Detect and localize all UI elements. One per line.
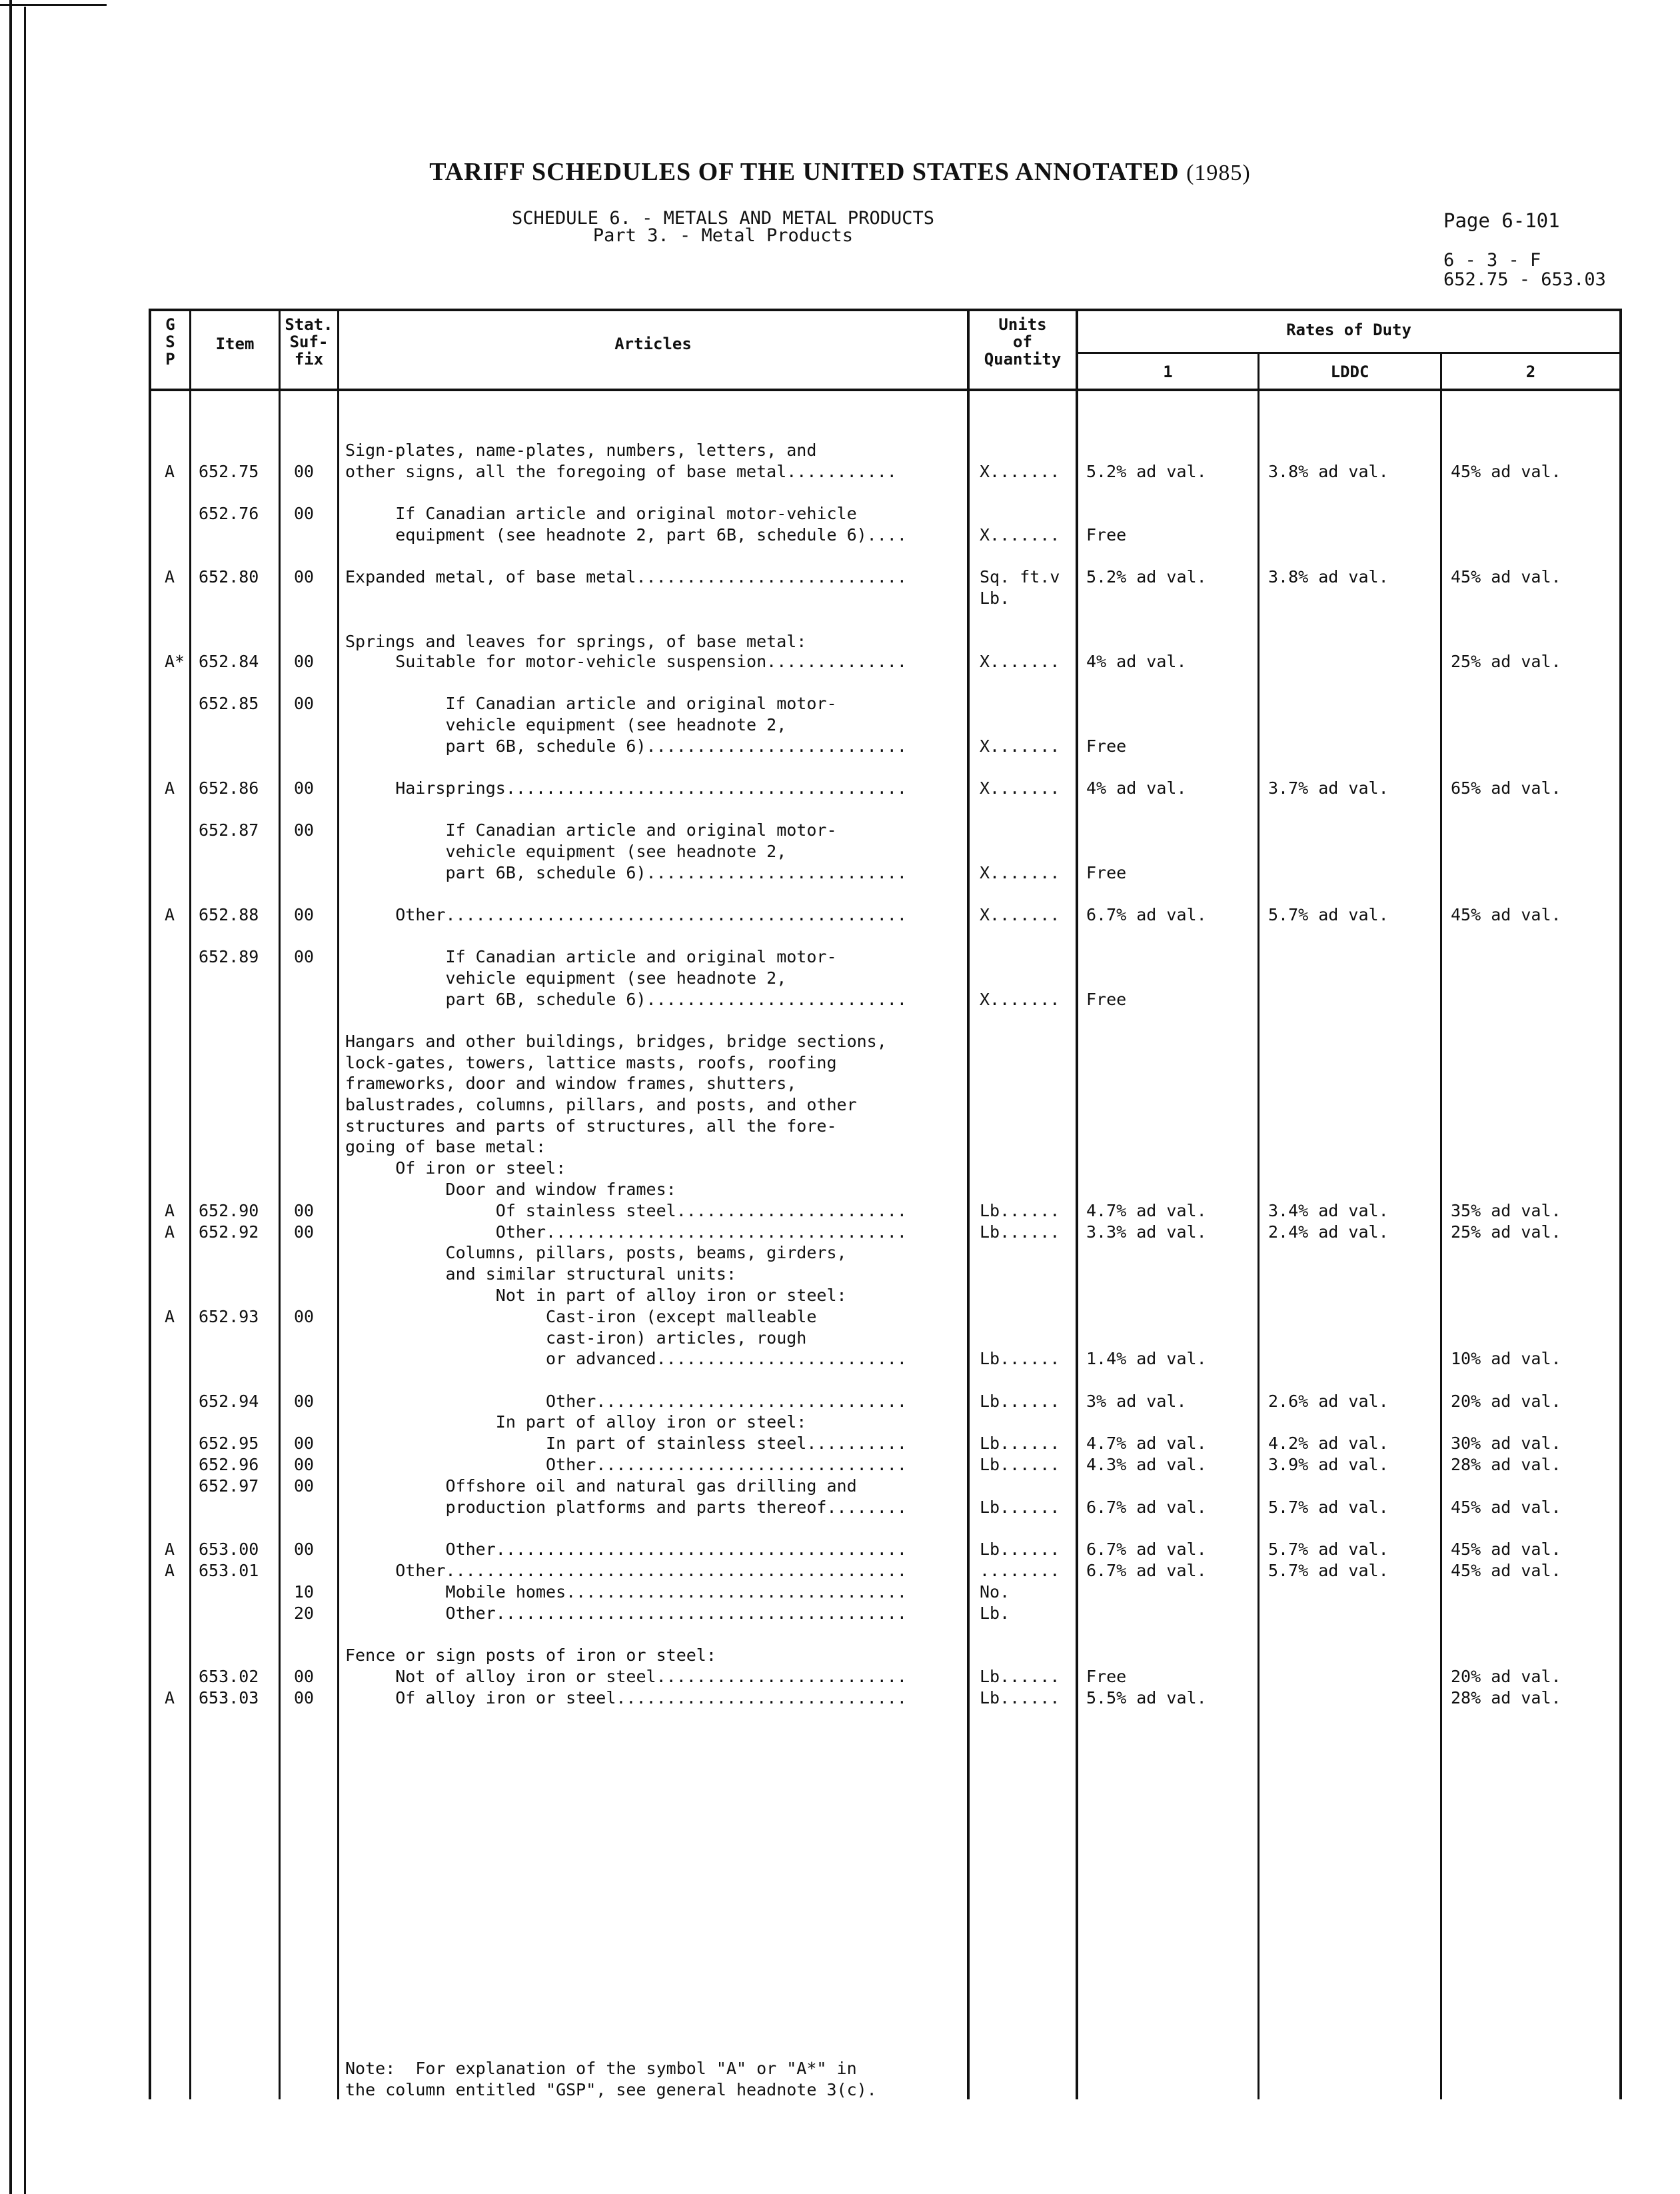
table-row	[0, 440, 1680, 463]
article-cell: Columns, pillars, posts, beams, girders,	[345, 1243, 847, 1262]
item-cell: 653.03	[199, 1688, 259, 1707]
article-cell: Other.........................................	[345, 1604, 907, 1623]
stat-suffix-cell: 00	[294, 1222, 315, 1242]
article-cell: Other.........................................	[345, 1540, 907, 1559]
unit-cell: Lb......	[980, 1688, 1060, 1707]
unit-cell: ........	[980, 1561, 1060, 1580]
article-cell: part 6B, schedule 6)..........................	[345, 863, 907, 882]
table-top-border	[149, 309, 1622, 311]
item-cell: 653.02	[199, 1667, 259, 1686]
table-row	[0, 1348, 1680, 1371]
table-row	[0, 1052, 1680, 1075]
unit-cell: X.......	[980, 990, 1060, 1009]
table-row	[0, 1666, 1680, 1689]
rate-1-cell: 5.2% ad val.	[1086, 567, 1207, 586]
stat-suffix-cell: 00	[294, 1667, 315, 1686]
rate-1-cell: Free	[1086, 990, 1127, 1009]
gsp-cell: A	[165, 1561, 175, 1580]
rate-1-cell: Free	[1086, 1667, 1127, 1686]
article-cell: or advanced.........................	[345, 1349, 907, 1368]
article-cell: Not of alloy iron or steel.........................	[345, 1667, 907, 1686]
stat-suffix-cell: 00	[294, 1201, 315, 1220]
article-cell: Expanded metal, of base metal...........................	[345, 567, 907, 586]
gsp-footnote: Note: For explanation of the symbol "A" or "A*" in the column entitled "GSP", see general headnote 3(c).	[345, 2059, 877, 2099]
table-row	[0, 651, 1680, 674]
rate-1-cell: 1.4% ad val.	[1086, 1349, 1207, 1368]
unit-cell: X.......	[980, 525, 1060, 545]
rate-lddc-cell: 5.7% ad val.	[1268, 1561, 1389, 1580]
rate-1-cell: 4% ad val.	[1086, 778, 1187, 798]
table-row	[0, 1560, 1680, 1583]
table-row	[0, 1433, 1680, 1456]
rate-1-cell: 3.3% ad val.	[1086, 1222, 1207, 1242]
rate-2-cell: 20% ad val.	[1451, 1667, 1561, 1686]
table-row	[0, 1391, 1680, 1414]
article-cell: In part of stainless steel..........	[345, 1434, 907, 1453]
unit-cell: Sq. ft.v	[980, 567, 1060, 586]
article-cell: Hangars and other buildings, bridges, bridge sections,	[345, 1032, 887, 1051]
header-rate-1: 1	[1163, 363, 1173, 381]
stat-suffix-cell: 10	[294, 1582, 315, 1602]
article-cell: If Canadian article and original motor-vehicle	[345, 504, 857, 523]
stat-suffix-cell: 00	[294, 1434, 315, 1453]
table-row	[0, 946, 1680, 969]
rate-1-cell: 4.7% ad val.	[1086, 1434, 1207, 1453]
article-cell: part 6B, schedule 6)..........................	[345, 736, 907, 756]
article-cell: lock-gates, towers, lattice masts, roofs, roofing	[345, 1053, 837, 1072]
rate-1-cell: 4% ad val.	[1086, 652, 1187, 671]
item-cell: 652.80	[199, 567, 259, 586]
item-cell: 653.01	[199, 1561, 259, 1580]
rate-lddc-cell: 3.9% ad val.	[1268, 1455, 1389, 1474]
stat-suffix-cell: 00	[294, 778, 315, 798]
stat-suffix-cell: 00	[294, 504, 315, 523]
table-row	[0, 1497, 1680, 1520]
unit-cell: Lb......	[980, 1667, 1060, 1686]
item-cell: 652.97	[199, 1476, 259, 1496]
header-rate-lddc: LDDC	[1330, 363, 1369, 381]
table-row	[0, 1116, 1680, 1138]
table-row	[0, 862, 1680, 885]
gsp-cell: A	[165, 1222, 175, 1242]
rate-2-cell: 45% ad val.	[1451, 462, 1561, 481]
rate-1-cell: 6.7% ad val.	[1086, 1498, 1207, 1517]
rate-1-cell: 3% ad val.	[1086, 1392, 1187, 1411]
stat-suffix-cell: 00	[294, 820, 315, 840]
stat-suffix-cell: 00	[294, 1307, 315, 1326]
table-row	[0, 1073, 1680, 1096]
stat-suffix-cell: 00	[294, 1688, 315, 1707]
unit-cell: X.......	[980, 905, 1060, 924]
article-cell: vehicle equipment (see headnote 2,	[345, 968, 787, 988]
item-cell: 652.76	[199, 504, 259, 523]
unit-cell: X.......	[980, 652, 1060, 671]
rate-lddc-cell: 5.7% ad val.	[1268, 1498, 1389, 1517]
stat-suffix-cell: 00	[294, 567, 315, 586]
gsp-cell: A	[165, 778, 175, 798]
gsp-cell: A*	[165, 652, 185, 671]
table-row	[0, 778, 1680, 800]
table-row	[0, 1582, 1680, 1604]
rate-1-cell: 6.7% ad val.	[1086, 905, 1207, 924]
rate-2-cell: 45% ad val.	[1451, 1561, 1561, 1580]
article-cell: Of stainless steel.......................	[345, 1201, 907, 1220]
unit-cell: Lb......	[980, 1455, 1060, 1474]
item-cell: 652.90	[199, 1201, 259, 1220]
article-cell: balustrades, columns, pillars, and posts, and other	[345, 1095, 857, 1114]
rate-2-cell: 28% ad val.	[1451, 1688, 1561, 1707]
article-cell: production platforms and parts thereof........	[345, 1498, 907, 1517]
table-row	[0, 1476, 1680, 1498]
gsp-cell: A	[165, 1688, 175, 1707]
item-cell: 652.89	[199, 947, 259, 966]
table-row	[0, 1285, 1680, 1308]
rate-lddc-cell: 2.6% ad val.	[1268, 1392, 1389, 1411]
article-cell: If Canadian article and original motor-	[345, 947, 837, 966]
table-row	[0, 566, 1680, 589]
article-cell: Other..............................................	[345, 1561, 907, 1580]
unit-cell: X.......	[980, 462, 1060, 481]
gsp-cell: A	[165, 1540, 175, 1559]
rate-lddc-cell: 5.7% ad val.	[1268, 905, 1389, 924]
unit-cell: X.......	[980, 778, 1060, 798]
table-row	[0, 1031, 1680, 1054]
item-cell: 652.75	[199, 462, 259, 481]
stat-suffix-cell: 00	[294, 694, 315, 713]
article-cell: In part of alloy iron or steel:	[345, 1412, 807, 1432]
article-cell: Other..............................................	[345, 905, 907, 924]
rate-lddc-cell: 3.4% ad val.	[1268, 1201, 1389, 1220]
rate-lddc-cell: 3.7% ad val.	[1268, 778, 1389, 798]
article-cell: Other....................................	[345, 1222, 907, 1242]
header-rate-2: 2	[1525, 363, 1536, 381]
article-cell: If Canadian article and original motor-	[345, 820, 837, 840]
stat-suffix-cell: 20	[294, 1604, 315, 1623]
article-cell: Springs and leaves for springs, of base metal:	[345, 632, 807, 651]
section-code: 6 - 3 - F	[1443, 250, 1541, 271]
table-row	[0, 1222, 1680, 1244]
rate-2-cell: 30% ad val.	[1451, 1434, 1561, 1453]
table-row	[0, 525, 1680, 547]
unit-cell: Lb......	[980, 1434, 1060, 1453]
table-row	[0, 989, 1680, 1012]
table-row	[0, 820, 1680, 842]
rate-2-cell: 28% ad val.	[1451, 1455, 1561, 1474]
article-cell: Hairsprings........................................	[345, 778, 907, 798]
header-stat-suffix: Stat. Suf- fix	[285, 315, 333, 369]
page-number: Page 6-101	[1443, 209, 1560, 232]
item-range: 652.75 - 653.03	[1443, 269, 1606, 290]
item-cell: 653.00	[199, 1540, 259, 1559]
unit-cell: Lb......	[980, 1498, 1060, 1517]
gsp-cell: A	[165, 462, 175, 481]
rate-1-cell: 4.3% ad val.	[1086, 1455, 1207, 1474]
rate-2-cell: 20% ad val.	[1451, 1392, 1561, 1411]
rate-lddc-cell: 3.8% ad val.	[1268, 462, 1389, 481]
table-row	[0, 841, 1680, 864]
unit-cell: Lb.	[980, 588, 1010, 608]
rate-2-cell: 35% ad val.	[1451, 1201, 1561, 1220]
article-cell: vehicle equipment (see headnote 2,	[345, 715, 787, 734]
rate-2-cell: 45% ad val.	[1451, 905, 1561, 924]
document-title: TARIFF SCHEDULES OF THE UNITED STATES ANNOTATED (1985)	[429, 158, 1251, 186]
rate-2-cell: 45% ad val.	[1451, 567, 1561, 586]
binding-top-line	[0, 4, 107, 6]
rate-2-cell: 25% ad val.	[1451, 652, 1561, 671]
table-row	[0, 693, 1680, 716]
article-cell: equipment (see headnote 2, part 6B, schedule 6)....	[345, 525, 907, 545]
article-cell: Offshore oil and natural gas drilling and	[345, 1476, 857, 1496]
table-row	[0, 588, 1680, 610]
stat-suffix-cell: 00	[294, 947, 315, 966]
article-cell: Mobile homes..................................	[345, 1582, 907, 1602]
article-cell: Of iron or steel:	[345, 1158, 566, 1178]
table-row	[0, 714, 1680, 737]
table-row	[0, 1603, 1680, 1626]
unit-cell: X.......	[980, 863, 1060, 882]
item-cell: 652.86	[199, 778, 259, 798]
table-row	[0, 1136, 1680, 1159]
item-cell: 652.84	[199, 652, 259, 671]
table-row	[0, 1328, 1680, 1350]
header-articles: Articles	[614, 335, 692, 353]
rate-2-cell: 10% ad val.	[1451, 1349, 1561, 1368]
stat-suffix-cell: 00	[294, 905, 315, 924]
article-cell: Fence or sign posts of iron or steel:	[345, 1646, 716, 1665]
article-cell: vehicle equipment (see headnote 2,	[345, 842, 787, 861]
article-cell: Not in part of alloy iron or steel:	[345, 1286, 847, 1305]
table-row	[0, 631, 1680, 654]
table-row	[0, 1539, 1680, 1562]
rate-1-cell: 6.7% ad val.	[1086, 1561, 1207, 1580]
article-cell: Of alloy iron or steel.............................	[345, 1688, 907, 1707]
unit-cell: Lb.	[980, 1604, 1010, 1623]
rate-lddc-cell: 3.8% ad val.	[1268, 567, 1389, 586]
gsp-cell: A	[165, 1201, 175, 1220]
rate-1-cell: 5.2% ad val.	[1086, 462, 1207, 481]
article-cell: Other...............................	[345, 1455, 907, 1474]
table-row	[0, 1645, 1680, 1667]
stat-suffix-cell: 00	[294, 1476, 315, 1496]
rate-1-cell: Free	[1086, 736, 1127, 756]
rate-2-cell: 65% ad val.	[1451, 778, 1561, 798]
article-cell: If Canadian article and original motor-	[345, 694, 837, 713]
header-bottom-border	[149, 389, 1622, 391]
rate-lddc-cell: 2.4% ad val.	[1268, 1222, 1389, 1242]
stat-suffix-cell: 00	[294, 1392, 315, 1411]
article-cell: structures and parts of structures, all the fore-	[345, 1116, 837, 1136]
article-cell: Other...............................	[345, 1392, 907, 1411]
table-row	[0, 904, 1680, 927]
article-cell: cast-iron) articles, rough	[345, 1328, 807, 1348]
rates-header-divider	[1076, 352, 1622, 354]
table-row	[0, 461, 1680, 484]
table-row	[0, 1200, 1680, 1223]
table-row	[0, 1179, 1680, 1202]
item-cell: 652.96	[199, 1455, 259, 1474]
item-cell: 652.93	[199, 1307, 259, 1326]
table-row	[0, 1454, 1680, 1477]
article-cell: Sign-plates, name-plates, numbers, letters, and	[345, 441, 817, 460]
gsp-cell: A	[165, 905, 175, 924]
rate-1-cell: 4.7% ad val.	[1086, 1201, 1207, 1220]
table-row	[0, 1264, 1680, 1286]
article-cell: Cast-iron (except malleable	[345, 1307, 817, 1326]
rate-lddc-cell: 5.7% ad val.	[1268, 1540, 1389, 1559]
article-cell: Door and window frames:	[345, 1180, 676, 1199]
unit-cell: Lb......	[980, 1222, 1060, 1242]
unit-cell: Lb......	[980, 1201, 1060, 1220]
article-cell: and similar structural units:	[345, 1264, 736, 1284]
gsp-cell: A	[165, 567, 175, 586]
item-cell: 652.92	[199, 1222, 259, 1242]
table-row	[0, 1687, 1680, 1710]
article-cell: Suitable for motor-vehicle suspension..............	[345, 652, 907, 671]
header-units: Units of Quantity	[984, 315, 1062, 369]
item-cell: 652.85	[199, 694, 259, 713]
table-row	[0, 1412, 1680, 1434]
table-row	[0, 1242, 1680, 1265]
item-cell: 652.88	[199, 905, 259, 924]
rate-2-cell: 25% ad val.	[1451, 1222, 1561, 1242]
stat-suffix-cell: 00	[294, 1455, 315, 1474]
table-row	[0, 1306, 1680, 1329]
unit-cell: X.......	[980, 736, 1060, 756]
table-row	[0, 968, 1680, 990]
unit-cell: No.	[980, 1582, 1010, 1602]
table-row	[0, 1158, 1680, 1180]
item-cell: 652.87	[199, 820, 259, 840]
header-item: Item	[215, 335, 255, 353]
gsp-cell: A	[165, 1307, 175, 1326]
article-cell: going of base metal:	[345, 1137, 546, 1156]
unit-cell: Lb......	[980, 1349, 1060, 1368]
header-rates-of-duty: Rates of Duty	[1286, 321, 1411, 339]
article-cell: other signs, all the foregoing of base metal...........	[345, 462, 897, 481]
rate-lddc-cell: 4.2% ad val.	[1268, 1434, 1389, 1453]
schedule-title: SCHEDULE 6. - METALS AND METAL PRODUCTS	[512, 208, 934, 229]
rate-1-cell: Free	[1086, 863, 1127, 882]
part-title: Part 3. - Metal Products	[592, 225, 854, 246]
stat-suffix-cell: 00	[294, 462, 315, 481]
header-gsp: G S P	[165, 315, 175, 369]
table-row	[0, 1094, 1680, 1117]
stat-suffix-cell: 00	[294, 652, 315, 671]
rate-2-cell: 45% ad val.	[1451, 1498, 1561, 1517]
table-row	[0, 736, 1680, 758]
item-cell: 652.95	[199, 1434, 259, 1453]
article-cell: frameworks, door and window frames, shutters,	[345, 1074, 797, 1093]
stat-suffix-cell: 00	[294, 1540, 315, 1559]
article-cell: part 6B, schedule 6)..........................	[345, 990, 907, 1009]
item-cell: 652.94	[199, 1392, 259, 1411]
rate-1-cell: 5.5% ad val.	[1086, 1688, 1207, 1707]
table-row	[0, 503, 1680, 526]
unit-cell: Lb......	[980, 1540, 1060, 1559]
rate-1-cell: Free	[1086, 525, 1127, 545]
rate-1-cell: 6.7% ad val.	[1086, 1540, 1207, 1559]
rate-2-cell: 45% ad val.	[1451, 1540, 1561, 1559]
unit-cell: Lb......	[980, 1392, 1060, 1411]
